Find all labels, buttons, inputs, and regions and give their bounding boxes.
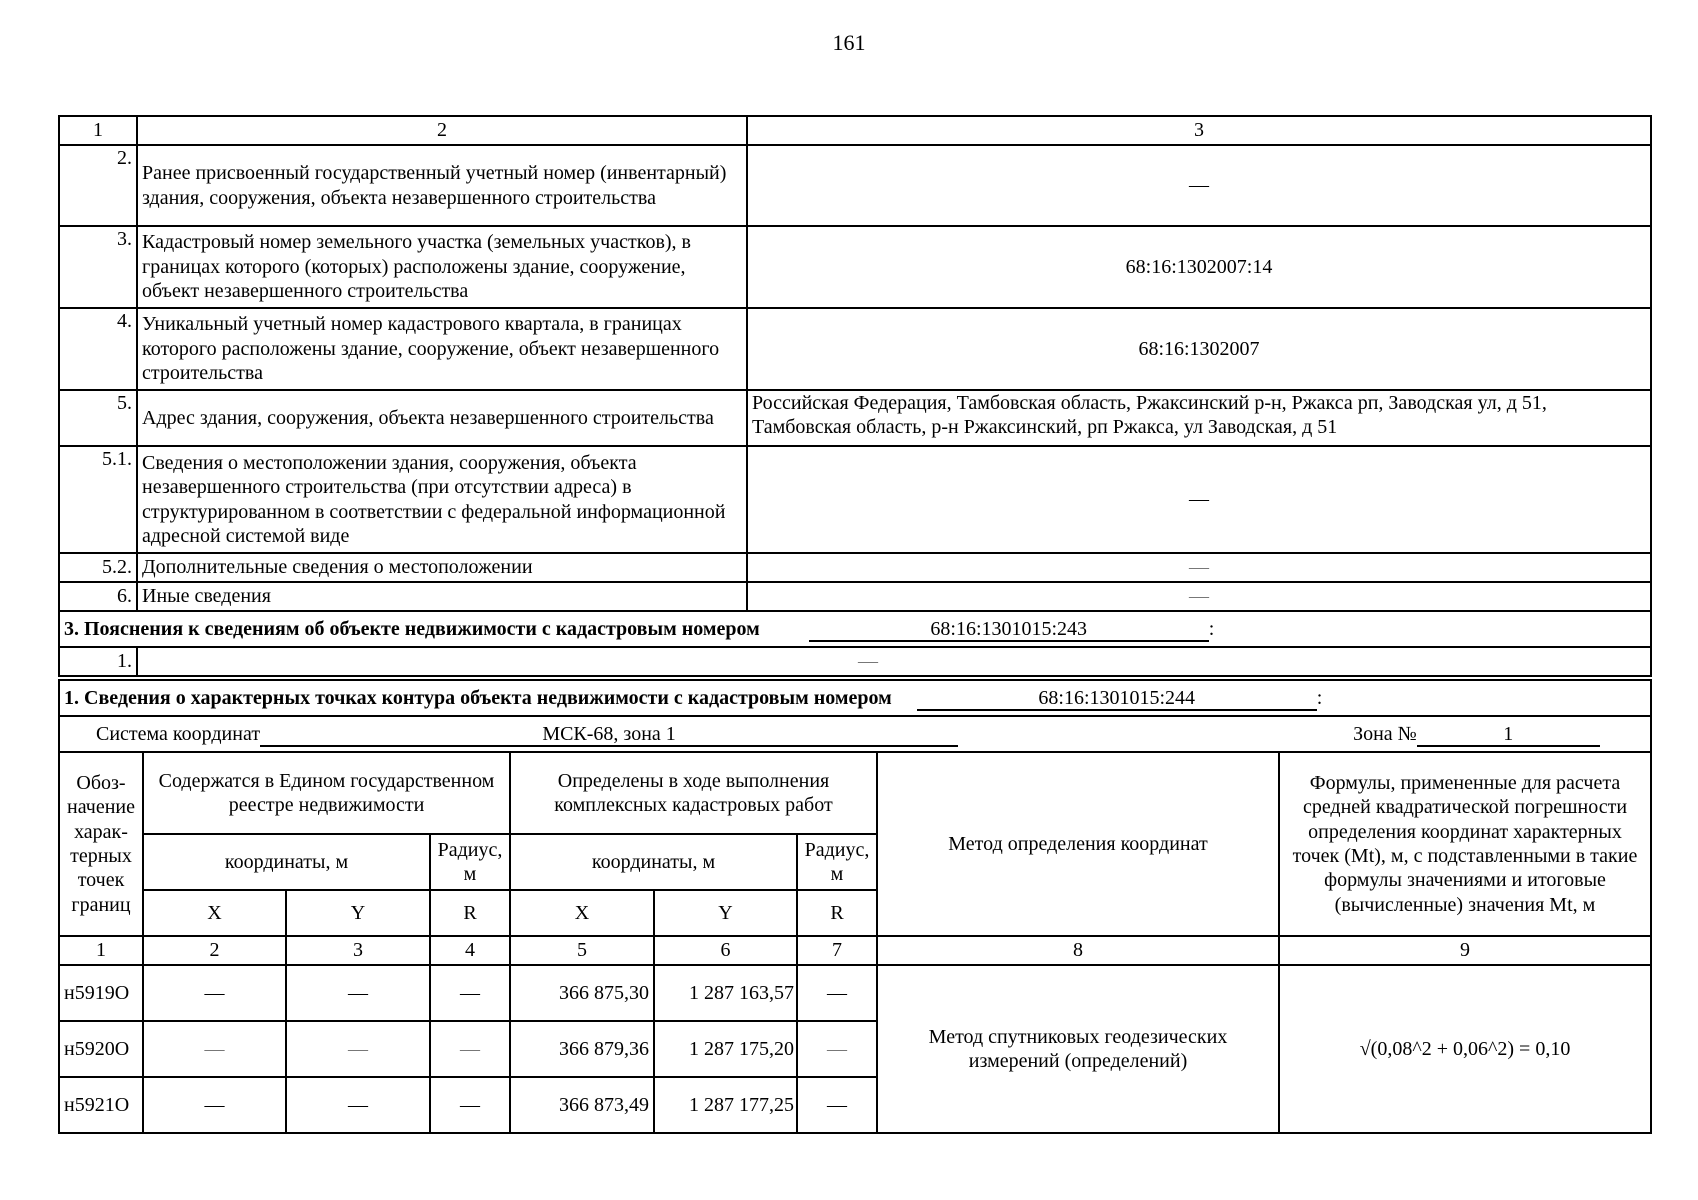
determined-radius-header: Радиус, м xyxy=(797,834,877,890)
table-row xyxy=(59,446,1651,553)
row-number: 2. xyxy=(59,145,137,226)
row-label: Дополнительные сведения о местоположении xyxy=(137,553,747,582)
row-label: Иные сведения xyxy=(137,582,747,611)
section-1-colon: : xyxy=(1316,686,1323,709)
row-value: — xyxy=(747,446,1651,553)
column-number: 5 xyxy=(510,936,654,965)
registry-y: — xyxy=(286,965,430,1021)
row-number: 5.1. xyxy=(59,446,137,553)
registry-y: — xyxy=(286,1077,430,1133)
row-number: 6. xyxy=(59,582,137,611)
table-row xyxy=(59,145,1651,226)
row-label: Кадастровый номер земельного участка (земельных участков), в границах которого (которых) расположены здание, сооружение, объект незавершенного строительства xyxy=(137,226,747,308)
formula-value: √(0,08^2 + 0,06^2) = 0,10 xyxy=(1279,965,1651,1133)
determined-x-header: X xyxy=(510,890,654,936)
table-row xyxy=(59,308,1651,390)
registry-x: — xyxy=(143,1077,286,1133)
registry-r: — xyxy=(430,1077,510,1133)
row-label: Уникальный учетный номер кадастрового квартала, в границах которого расположены здание, сооружение, объект незавершенного строительства xyxy=(137,308,747,390)
column-numbers-row xyxy=(59,936,1651,965)
section-1-cad-number: 68:16:1301015:244 xyxy=(917,688,1317,711)
row-value: — xyxy=(137,647,1651,676)
section-1-title: 1. Сведения о характерных точках контура объекта недвижимости с кадастровым номером xyxy=(64,686,892,709)
registry-r: — xyxy=(430,1021,510,1077)
header-cell: 2 xyxy=(137,116,747,145)
header-cell: 1 xyxy=(59,116,137,145)
zone-value: 1 xyxy=(1417,724,1600,747)
header-row-1 xyxy=(59,752,1651,834)
registry-header: Содержатся в Едином государственном реестре недвижимости xyxy=(143,752,510,834)
determined-r: — xyxy=(797,1021,877,1077)
determined-r: — xyxy=(797,965,877,1021)
registry-y-header: Y xyxy=(286,890,430,936)
column-number: 9 xyxy=(1279,936,1651,965)
object-info-table xyxy=(58,115,1652,677)
coordinate-system-cell xyxy=(59,716,1651,752)
column-number: 4 xyxy=(430,936,510,965)
point-row xyxy=(59,965,1651,1021)
section-1-header xyxy=(59,680,1651,716)
determined-coords-header: координаты, м xyxy=(510,834,797,890)
header-cell: 3 xyxy=(747,116,1651,145)
registry-x: — xyxy=(143,1021,286,1077)
address-value: Российская Федерация, Тамбовская область, Ржаксинский р-н, Ржакса рп, Заводская ул, д 51, Тамбовская область, р-н Ржаксинский, рп Ржакса, ул Заводская, д 51 xyxy=(747,390,1651,446)
coordinate-system-value: МСК-68, зона 1 xyxy=(260,724,958,747)
row-value: — xyxy=(747,582,1651,611)
table-row xyxy=(59,582,1651,611)
registry-x-header: X xyxy=(143,890,286,936)
point-id: н5921О xyxy=(59,1077,143,1133)
row-label: Адрес здания, сооружения, объекта незавершенного строительства xyxy=(137,390,747,446)
coordinate-system-label: Система координат xyxy=(96,722,261,745)
determined-header: Определены в ходе выполнения комплексных кадастровых работ xyxy=(510,752,877,834)
section-3-cad-number: 68:16:1301015:243 xyxy=(809,619,1209,642)
registry-r: — xyxy=(430,965,510,1021)
section-3-title: 3. Пояснения к сведениям об объекте недвижимости с кадастровым номером xyxy=(64,617,760,640)
determined-x: 366 873,49 xyxy=(510,1077,654,1133)
column-number: 8 xyxy=(877,936,1279,965)
column-number: 3 xyxy=(286,936,430,965)
row-label: Сведения о местоположении здания, сооружения, объекта незавершенного строительства (при отсутствии адреса) в структурированном в соответствии с федеральной информационной адресной системой виде xyxy=(137,446,747,553)
table-row xyxy=(59,390,1651,446)
registry-y: — xyxy=(286,1021,430,1077)
table-row xyxy=(59,553,1651,582)
determined-x: 366 875,30 xyxy=(510,965,654,1021)
column-number: 7 xyxy=(797,936,877,965)
column-number: 1 xyxy=(59,936,143,965)
row-number: 1. xyxy=(59,647,137,676)
cadastral-quarter-number: 68:16:1302007 xyxy=(747,308,1651,390)
row-value: — xyxy=(747,145,1651,226)
row-number: 5. xyxy=(59,390,137,446)
section-3-header xyxy=(59,611,1651,647)
point-id-header: Обоз- начение харак- терных точек границ xyxy=(59,752,143,936)
table-row xyxy=(59,647,1651,676)
zone-label: Зона № xyxy=(1353,722,1417,745)
row-value: — xyxy=(747,553,1651,582)
section-3-colon: : xyxy=(1208,617,1215,640)
determined-x: 366 879,36 xyxy=(510,1021,654,1077)
determined-y: 1 287 175,20 xyxy=(654,1021,797,1077)
formula-header: Формулы, примененные для расчета средней квадратической погрешности определения координат характерных точек (Mt), м, с подставленными в такие формулы значениями и итоговые (вычисленные) значения Mt, м xyxy=(1279,752,1651,936)
registry-x: — xyxy=(143,965,286,1021)
registry-coords-header: координаты, м xyxy=(143,834,430,890)
determined-r: — xyxy=(797,1077,877,1133)
section-1-cell xyxy=(59,680,1651,716)
column-number: 6 xyxy=(654,936,797,965)
row-number: 5.2. xyxy=(59,553,137,582)
point-id: н5919О xyxy=(59,965,143,1021)
method-header: Метод определения координат xyxy=(877,752,1279,936)
page-number: 161 xyxy=(832,30,866,55)
row-number: 3. xyxy=(59,226,137,308)
cadastral-number-land: 68:16:1302007:14 xyxy=(747,226,1651,308)
point-id: н5920О xyxy=(59,1021,143,1077)
determined-y: 1 287 177,25 xyxy=(654,1077,797,1133)
determined-r-header: R xyxy=(797,890,877,936)
row-label: Ранее присвоенный государственный учетный номер (инвентарный) здания, сооружения, объекта незавершенного строительства xyxy=(137,145,747,226)
column-number: 2 xyxy=(143,936,286,965)
coordinate-system-row xyxy=(59,716,1651,752)
registry-r-header: R xyxy=(430,890,510,936)
registry-radius-header: Радиус, м xyxy=(430,834,510,890)
section-3-cell xyxy=(59,611,1651,647)
determined-y: 1 287 163,57 xyxy=(654,965,797,1021)
method-value: Метод спутниковых геодезических измерений (определений) xyxy=(877,965,1279,1133)
determined-y-header: Y xyxy=(654,890,797,936)
table-row xyxy=(59,226,1651,308)
table-header-row xyxy=(59,116,1651,145)
characteristic-points-table xyxy=(58,679,1652,1134)
row-number: 4. xyxy=(59,308,137,390)
